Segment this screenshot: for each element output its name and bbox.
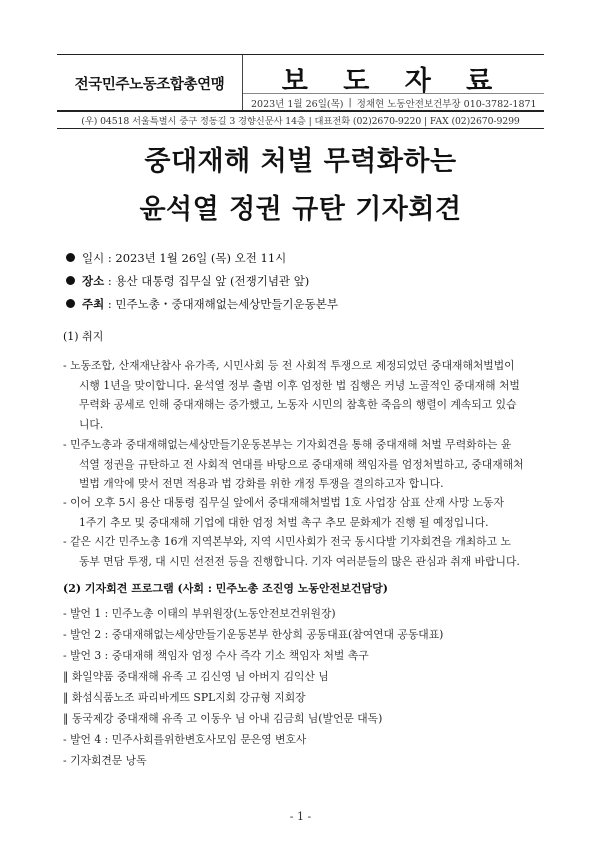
program-item: - 발언 4 : 민주사회를위한변호사모임 문은영 변호사: [63, 733, 307, 746]
paragraph-line: - 민주노총과 중대재해없는세상만들기운동본부는 기자회견을 통해 중대재해 처벌 무력화하는 윤: [63, 438, 512, 451]
bullet-icon: [66, 253, 75, 262]
paragraph-line: 벌법 개악에 맞서 전면 적용과 법 강화를 위한 개정 투쟁을 결의하고자 합니다.: [79, 477, 444, 490]
paragraph-line: 무력화 공세로 인해 중대재해는 증가했고, 노동자 시민의 참혹한 죽음의 행렬이 계속되고 있습: [79, 398, 517, 411]
address-bar: (우) 04518 서울특별시 중구 정동길 3 경향신문사 14층 | 대표전화 (02)2670-9220 | FAX (02)2670-9299: [57, 110, 544, 129]
page-number: - 1 -: [289, 810, 312, 823]
paragraph-line: 동부 면담 투쟁, 대 시민 선전전 등을 진행합니다. 기자 여러분들의 많은 관심과 취재 바랍니다.: [79, 554, 520, 568]
paragraph-line: 시행 1년을 맞이합니다. 윤석열 정부 출범 이후 엄정한 법 집행은 커녕 노골적인 중대재해 처벌: [79, 378, 520, 392]
date-contact-row: [243, 93, 544, 111]
press-header: [57, 54, 544, 110]
paragraph-line: 석열 정권을 규탄하고 전 사회적 연대를 바탕으로 중대재해 책임자를 엄정처벌하고, 중대재해처: [79, 457, 524, 471]
section-heading-purpose: (1) 취지: [63, 330, 104, 343]
main-title-line2: 윤석열 정권 규탄 기자회견: [139, 194, 462, 225]
purpose-paragraph: [63, 532, 541, 571]
contact-person: 정채현 노동안전보건부장 010-3782-1871: [356, 98, 537, 110]
purpose-paragraph: [63, 493, 541, 532]
purpose-paragraph: [63, 435, 541, 494]
paragraph-line: 1주기 추모 및 중대재해 기업에 대한 엄정 처벌 촉구 추모 문화제가 진행 될 예정입니다.: [79, 515, 489, 529]
info-host: [66, 296, 338, 312]
main-title-line1: 중대재해 처벌 무력화하는: [144, 146, 457, 177]
program-item: - 발언 2 : 중대재해없는세상만들기운동본부 한상희 공동대표(참여연대 공동대표): [63, 628, 444, 641]
purpose-paragraph: [63, 356, 541, 434]
info-label: 장소: [82, 274, 105, 288]
paragraph-line: 니다.: [79, 417, 104, 431]
org-cell: [57, 55, 243, 111]
bullet-icon: [66, 299, 75, 308]
org-name: 전국민주노동조합총연맹: [74, 76, 225, 93]
info-location: [66, 273, 309, 289]
program-subitem: ‖ 화섬식품노조 파리바게뜨 SPL지회 강규형 지회장: [63, 691, 306, 704]
paragraph-line: - 이어 오후 5시 용산 대통령 집무실 앞에서 중대재해처벌법 1호 사업장 삼표 산재 사망 노동자: [63, 496, 504, 509]
section-heading-program: (2) 기자회견 프로그램 (사회 : 민주노총 조진영 노동안전보건담당): [63, 582, 388, 595]
bullet-icon: [66, 276, 75, 285]
program-item: - 발언 3 : 중대재해 책임자 엄정 수사 즉각 기소 책임자 처벌 촉구: [63, 649, 369, 662]
info-text: 일시 : 2023년 1월 26일 (목) 오전 11시: [82, 251, 287, 265]
release-date: 2023년 1월 26일(목): [251, 98, 344, 110]
info-label: 주최: [82, 297, 105, 311]
divider: |: [348, 97, 352, 108]
info-text: : 민주노총・중대재해없는세상만들기운동본부: [104, 297, 338, 311]
info-text: : 용산 대통령 집무실 앞 (전쟁기념관 앞): [104, 274, 310, 288]
press-cell: [243, 55, 544, 111]
paragraph-line: - 같은 시간 민주노총 16개 지역본부와, 지역 시민사회가 전국 동시다발 기자회견을 개최하고 노: [63, 535, 511, 548]
program-subitem: ‖ 동국제강 중대재해 유족 고 이동우 님 아내 김금희 님(발언문 대독): [63, 712, 383, 725]
press-release-title: 보 도 자 료: [281, 66, 506, 97]
program-subitem: ‖ 화일약품 중대재해 유족 고 김신영 님 아버지 김익산 님: [63, 670, 329, 683]
program-item: - 기자회견문 낭독: [63, 754, 147, 767]
info-datetime: [66, 250, 286, 266]
program-item: - 발언 1 : 민주노총 이태의 부위원장(노동안전보건위원장): [63, 607, 336, 620]
paragraph-line: - 노동조합, 산재재난참사 유가족, 시민사회 등 전 사회적 투쟁으로 제정되었던 중대재해처벌법이: [63, 359, 515, 372]
